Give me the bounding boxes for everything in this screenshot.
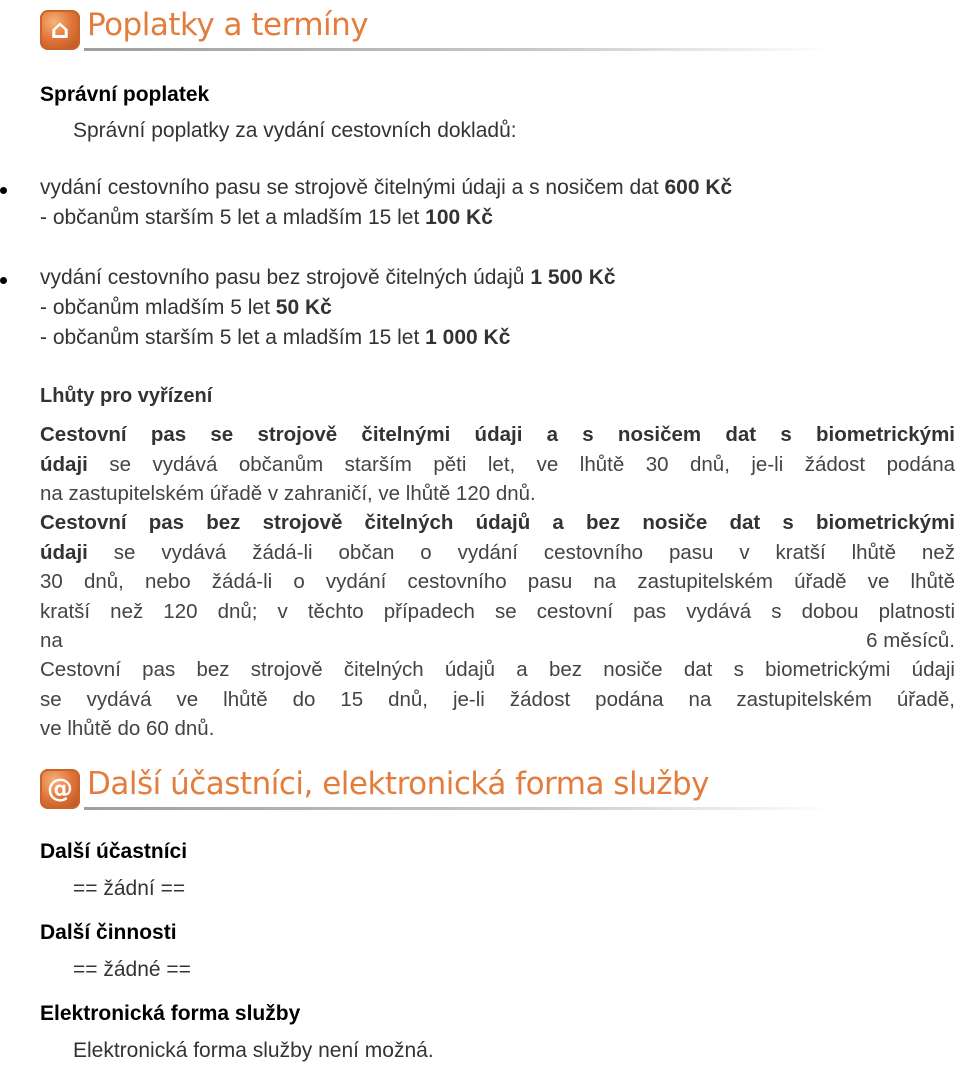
text: 6 měsíců. — [866, 629, 955, 652]
fee-amount: 1 000 Kč — [425, 326, 511, 349]
deadline-paragraph-1 — [40, 420, 955, 509]
fee-text: vydání cestovního pasu se strojově čitelnými údaji a s nosičem dat — [40, 176, 659, 199]
fees-intro: Správní poplatky za vydání cestovních dokladů: — [73, 119, 517, 142]
list-item — [40, 206, 493, 230]
fee-amount: 1 500 Kč — [530, 266, 616, 289]
text: na — [40, 629, 63, 652]
banner-title: Další účastníci, elektronická forma služby — [87, 766, 710, 802]
fee-text: - občanům starším 5 let a mladším 15 let — [40, 326, 420, 349]
deadline-paragraph-3 — [40, 655, 955, 744]
section-banner-fees — [40, 4, 835, 52]
text: Cestovní pas bez strojově čitelných údajů a bez nosiče dat s biometrickými údaji — [40, 658, 955, 681]
fee-text: vydání cestovního pasu bez strojově čitelných údajů — [40, 266, 525, 289]
activities-value: == žádné == — [73, 958, 191, 981]
heading-deadlines: Lhůty pro vyřízení — [40, 385, 213, 407]
banner-divider — [84, 48, 835, 51]
list-item — [40, 296, 332, 320]
fee-amount: 50 Kč — [275, 296, 332, 319]
fee-text: - občanům mladším 5 let — [40, 296, 270, 319]
bold-text: Cestovní pas se strojově čitelnými údaji a s nosičem dat s biometrickými — [40, 423, 955, 446]
text: kratší než 120 dnů; v těchto případech se cestovní pas vydává s dobou platnosti — [40, 599, 955, 623]
fee-amount: 600 Kč — [664, 176, 733, 199]
fee-amount: 100 Kč — [425, 206, 493, 229]
text: 30 dnů, nebo žádá-li o vydání cestovního pasu na zastupitelském úřadě ve lhůtě — [40, 570, 955, 593]
heading-admin-fee: Správní poplatek — [40, 83, 210, 106]
at-sign-icon: @ — [40, 769, 80, 809]
participants-value: == žádní == — [73, 877, 186, 900]
section-banner-other — [40, 763, 835, 811]
list-item — [40, 326, 510, 350]
bold-text: Cestovní pas bez strojově čitelných údajů a bez nosiče dat s biometrickými — [40, 511, 955, 534]
list-item — [40, 266, 616, 290]
bullet-marker — [0, 187, 7, 194]
text: ve lhůtě do 60 dnů. — [40, 717, 215, 740]
bullet-marker — [0, 277, 7, 284]
list-item — [40, 176, 732, 200]
fee-text: - občanům starším 5 let a mladším 15 let — [40, 206, 420, 229]
text: se vydává občanům starším pěti let, ve lhůtě 30 dnů, je-li žádost podána — [109, 452, 955, 476]
banner-title: Poplatky a termíny — [87, 7, 369, 43]
electronic-value: Elektronická forma služby není možná. — [73, 1039, 434, 1062]
heading-activities: Další činnosti — [40, 921, 177, 944]
heading-electronic: Elektronická forma služby — [40, 1002, 301, 1025]
banner-divider — [84, 807, 835, 810]
bold-text: údaji — [40, 540, 88, 564]
house-icon: ⌂ — [40, 10, 80, 50]
heading-participants: Další účastníci — [40, 840, 188, 863]
text: na zastupitelském úřadě v zahraničí, ve lhůtě 120 dnů. — [40, 482, 536, 505]
text: se vydává žádá-li občan o vydání cestovního pasu v kratší lhůtě než — [113, 540, 955, 564]
bold-text: údaji — [40, 452, 88, 476]
text: se vydává ve lhůtě do 15 dnů, je-li žádost podána na zastupitelském úřadě, — [40, 687, 955, 711]
deadline-paragraph-2 — [40, 508, 955, 656]
